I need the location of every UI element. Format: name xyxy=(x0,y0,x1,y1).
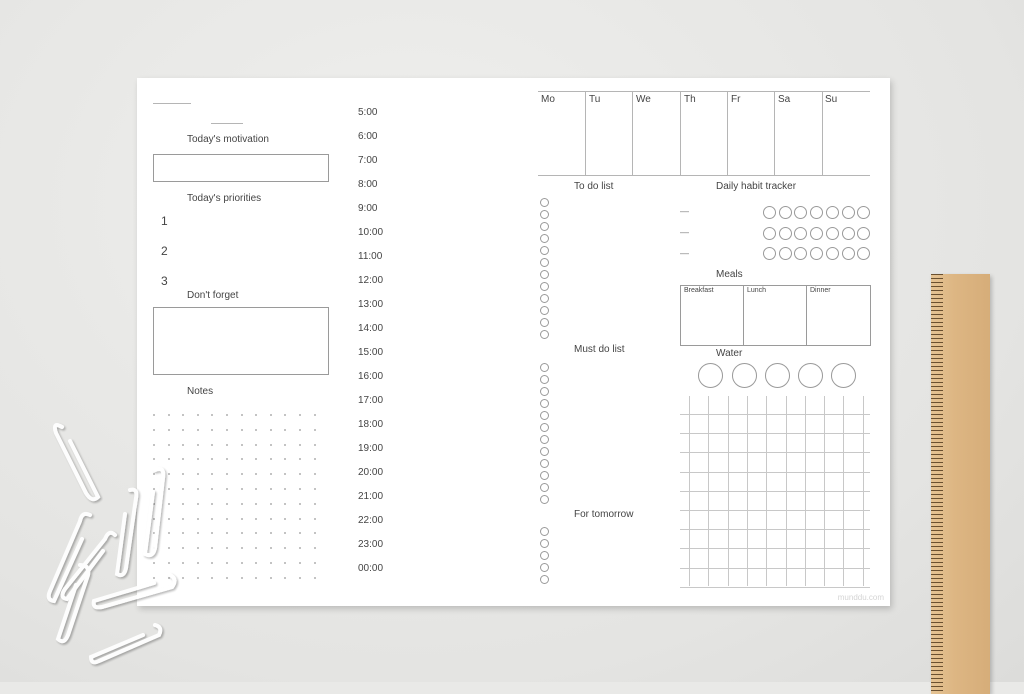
priorities-label: Today's priorities xyxy=(187,193,262,204)
motivation-label: Today's motivation xyxy=(187,134,269,145)
notes-dot xyxy=(284,577,286,579)
week-divider xyxy=(727,91,728,175)
time-slot: 12:00 xyxy=(358,275,384,286)
notes-dot xyxy=(241,444,243,446)
week-divider xyxy=(585,91,586,175)
time-slot: 10:00 xyxy=(358,227,384,238)
notes-dot xyxy=(270,518,272,520)
notes-dot xyxy=(211,429,213,431)
time-slot: 5:00 xyxy=(358,107,378,118)
notes-dot xyxy=(241,532,243,534)
notes-dot xyxy=(211,562,213,564)
grid-horizontal-line xyxy=(680,452,870,453)
habit-circle[interactable] xyxy=(779,227,792,240)
notes-dot xyxy=(299,532,301,534)
time-slot: 00:00 xyxy=(358,563,384,574)
notes-dot xyxy=(241,562,243,564)
notes-dot xyxy=(270,414,272,416)
checklist-circle[interactable] xyxy=(540,210,549,219)
habit-dash: — xyxy=(680,248,689,258)
checklist-circle[interactable] xyxy=(540,435,549,444)
notes-dot xyxy=(226,547,228,549)
checklist-circle[interactable] xyxy=(540,411,549,420)
notes-dot xyxy=(299,518,301,520)
notes-dot xyxy=(241,503,243,505)
notes-dot xyxy=(226,458,228,460)
habit-circle[interactable] xyxy=(857,206,870,219)
notes-dot xyxy=(197,562,199,564)
notes-dot xyxy=(299,547,301,549)
notes-dot xyxy=(314,473,316,475)
water-glass-circle[interactable] xyxy=(732,363,757,388)
notes-dot xyxy=(314,503,316,505)
time-slot: 9:00 xyxy=(358,203,378,214)
notes-dot xyxy=(314,562,316,564)
grid-horizontal-line xyxy=(680,414,870,415)
grid-horizontal-line xyxy=(680,491,870,492)
notes-dot xyxy=(270,458,272,460)
checklist-circle[interactable] xyxy=(540,471,549,480)
time-slot: 14:00 xyxy=(358,323,384,334)
notes-dot xyxy=(270,547,272,549)
meals-divider xyxy=(806,285,807,345)
habit-circle[interactable] xyxy=(857,227,870,240)
water-label: Water xyxy=(716,348,743,359)
notes-dot xyxy=(241,414,243,416)
notes-dot xyxy=(241,547,243,549)
notes-dot xyxy=(270,473,272,475)
notes-dot xyxy=(197,488,199,490)
notes-dot xyxy=(284,429,286,431)
notes-dot xyxy=(211,458,213,460)
notes-dot xyxy=(211,547,213,549)
water-glass-circle[interactable] xyxy=(765,363,790,388)
notes-dot xyxy=(314,577,316,579)
todo-list-label: To do list xyxy=(574,181,614,192)
checklist-circle[interactable] xyxy=(540,282,549,291)
meal-lunch-label: Lunch xyxy=(747,287,767,294)
checklist-circle[interactable] xyxy=(540,539,549,548)
time-slot: 15:00 xyxy=(358,347,384,358)
notes-dot xyxy=(270,444,272,446)
notes-dot xyxy=(314,444,316,446)
watermark: munddu.com xyxy=(837,593,884,602)
notes-dot xyxy=(299,488,301,490)
habit-circle[interactable] xyxy=(810,247,823,260)
notes-dot xyxy=(211,488,213,490)
time-slot: 16:00 xyxy=(358,371,384,382)
notes-dot xyxy=(197,473,199,475)
meal-dinner-label: Dinner xyxy=(810,287,831,294)
notes-dot xyxy=(226,429,228,431)
notes-dot xyxy=(241,458,243,460)
checklist-circle[interactable] xyxy=(540,318,549,327)
notes-dot xyxy=(284,414,286,416)
notes-dot xyxy=(197,503,199,505)
water-glass-circle[interactable] xyxy=(831,363,856,388)
habit-circle[interactable] xyxy=(810,206,823,219)
notes-dot xyxy=(211,473,213,475)
notes-dot xyxy=(299,458,301,460)
notes-dot xyxy=(255,444,257,446)
notes-dot xyxy=(299,429,301,431)
notes-dot xyxy=(255,488,257,490)
notes-dot xyxy=(314,532,316,534)
water-glass-circle[interactable] xyxy=(798,363,823,388)
notes-dot xyxy=(197,547,199,549)
time-slot: 19:00 xyxy=(358,443,384,454)
habit-circle[interactable] xyxy=(842,206,855,219)
checklist-circle[interactable] xyxy=(540,330,549,339)
habit-circle[interactable] xyxy=(763,227,776,240)
notes-dot xyxy=(226,444,228,446)
checklist-circle[interactable] xyxy=(540,483,549,492)
habit-tracker-label: Daily habit tracker xyxy=(716,181,797,192)
time-slot: 20:00 xyxy=(358,467,384,478)
notes-dot xyxy=(314,518,316,520)
checklist-circle[interactable] xyxy=(540,495,549,504)
habit-circle[interactable] xyxy=(779,206,792,219)
checklist-circle[interactable] xyxy=(540,246,549,255)
wooden-ruler xyxy=(931,274,990,694)
grid-horizontal-line xyxy=(680,433,870,434)
notes-dot xyxy=(255,562,257,564)
week-day-label: Tu xyxy=(589,94,601,105)
time-slot: 21:00 xyxy=(358,491,384,502)
time-slot: 13:00 xyxy=(358,299,384,310)
dont-forget-box[interactable] xyxy=(153,307,329,375)
notes-dot xyxy=(241,429,243,431)
planner-sheet xyxy=(137,78,890,606)
notes-dot xyxy=(197,429,199,431)
notes-dot xyxy=(211,414,213,416)
notes-dot xyxy=(270,577,272,579)
week-top-line xyxy=(538,91,870,92)
notes-dot xyxy=(226,532,228,534)
notes-dot xyxy=(197,414,199,416)
notes-dot xyxy=(299,577,301,579)
habit-circle[interactable] xyxy=(857,247,870,260)
notes-dot xyxy=(197,532,199,534)
priority-number-2: 2 xyxy=(161,244,168,258)
week-day-label: Su xyxy=(825,94,838,105)
notes-dot xyxy=(255,532,257,534)
time-slot: 17:00 xyxy=(358,395,384,406)
checklist-circle[interactable] xyxy=(540,270,549,279)
notes-dot xyxy=(255,518,257,520)
notes-dot xyxy=(241,577,243,579)
name-line xyxy=(153,103,191,104)
checklist-circle[interactable] xyxy=(540,423,549,432)
habit-dash: — xyxy=(680,206,689,216)
must-do-list-label: Must do list xyxy=(574,344,625,355)
habit-dash: — xyxy=(680,227,689,237)
checklist-circle[interactable] xyxy=(540,375,549,384)
notes-dot xyxy=(284,488,286,490)
habit-circle[interactable] xyxy=(826,247,839,260)
notes-dot xyxy=(211,503,213,505)
notes-dot xyxy=(255,577,257,579)
paper-clips-pile xyxy=(20,415,190,675)
checklist-circle[interactable] xyxy=(540,198,549,207)
grid-horizontal-line xyxy=(680,529,870,530)
notes-dot xyxy=(270,503,272,505)
checklist-circle[interactable] xyxy=(540,459,549,468)
priority-number-3: 3 xyxy=(161,274,168,288)
habit-circle[interactable] xyxy=(826,206,839,219)
notes-dot xyxy=(314,414,316,416)
notes-dot xyxy=(299,562,301,564)
checklist-circle[interactable] xyxy=(540,551,549,560)
notes-dot xyxy=(270,562,272,564)
time-slot: 22:00 xyxy=(358,515,384,526)
habit-circle[interactable] xyxy=(763,247,776,260)
grid-horizontal-line xyxy=(680,548,870,549)
notes-dot xyxy=(197,458,199,460)
grid-horizontal-line xyxy=(680,472,870,473)
grid-horizontal-line xyxy=(680,568,870,569)
notes-dot xyxy=(241,473,243,475)
meal-breakfast-label: Breakfast xyxy=(684,287,714,294)
habit-circle[interactable] xyxy=(842,247,855,260)
week-day-label: Th xyxy=(684,94,696,105)
grid-horizontal-line xyxy=(680,510,870,511)
notes-dot xyxy=(226,518,228,520)
time-slot: 7:00 xyxy=(358,155,378,166)
notes-dot xyxy=(197,518,199,520)
time-slot: 6:00 xyxy=(358,131,378,142)
time-slot: 8:00 xyxy=(358,179,378,190)
checklist-circle[interactable] xyxy=(540,234,549,243)
notes-dot xyxy=(284,444,286,446)
checklist-circle[interactable] xyxy=(540,258,549,267)
notes-dot xyxy=(270,488,272,490)
habit-circle[interactable] xyxy=(794,227,807,240)
time-slot: 18:00 xyxy=(358,419,384,430)
notes-dot xyxy=(226,577,228,579)
notes-dot xyxy=(255,458,257,460)
habit-circle[interactable] xyxy=(842,227,855,240)
habit-circle[interactable] xyxy=(779,247,792,260)
checklist-circle[interactable] xyxy=(540,294,549,303)
meals-divider xyxy=(743,285,744,345)
checklist-circle[interactable] xyxy=(540,387,549,396)
motivation-box[interactable] xyxy=(153,154,329,182)
notes-label: Notes xyxy=(187,386,214,397)
dont-forget-label: Don't forget xyxy=(187,290,239,301)
notes-dot xyxy=(226,562,228,564)
habit-circle[interactable] xyxy=(826,227,839,240)
notes-dot xyxy=(314,488,316,490)
notes-dot xyxy=(226,473,228,475)
notes-dot xyxy=(197,577,199,579)
checklist-circle[interactable] xyxy=(540,527,549,536)
habit-circle[interactable] xyxy=(763,206,776,219)
notes-dot xyxy=(226,503,228,505)
notes-dot xyxy=(284,547,286,549)
notes-dot xyxy=(226,488,228,490)
date-line xyxy=(211,123,243,124)
checklist-circle[interactable] xyxy=(540,399,549,408)
notes-dot xyxy=(314,458,316,460)
notes-dot xyxy=(211,444,213,446)
week-bottom-line xyxy=(538,175,870,176)
notes-dot xyxy=(299,414,301,416)
week-day-label: Fr xyxy=(731,94,741,105)
meals-label: Meals xyxy=(716,269,743,280)
notes-dot xyxy=(270,429,272,431)
meals-table[interactable] xyxy=(680,285,871,346)
notes-dot xyxy=(241,488,243,490)
notes-dot xyxy=(255,473,257,475)
week-day-label: Sa xyxy=(778,94,791,105)
notes-dot xyxy=(211,518,213,520)
notes-dot xyxy=(241,518,243,520)
notes-dot xyxy=(299,503,301,505)
notes-dot xyxy=(284,518,286,520)
notes-dot xyxy=(211,577,213,579)
notes-dot xyxy=(284,562,286,564)
notes-dot xyxy=(284,532,286,534)
notes-dot xyxy=(314,429,316,431)
checklist-circle[interactable] xyxy=(540,306,549,315)
checklist-circle[interactable] xyxy=(540,575,549,584)
grid-horizontal-line xyxy=(680,587,870,588)
checklist-circle[interactable] xyxy=(540,363,549,372)
week-divider xyxy=(822,91,823,175)
checklist-circle[interactable] xyxy=(540,222,549,231)
notes-dot xyxy=(299,444,301,446)
checklist-circle[interactable] xyxy=(540,563,549,572)
habit-circle[interactable] xyxy=(810,227,823,240)
time-slot: 11:00 xyxy=(358,251,383,262)
notes-dot xyxy=(270,532,272,534)
notes-dot xyxy=(284,503,286,505)
priority-number-1: 1 xyxy=(161,214,168,228)
checklist-circle[interactable] xyxy=(540,447,549,456)
notes-dot xyxy=(255,547,257,549)
habit-circle[interactable] xyxy=(794,247,807,260)
notes-dot xyxy=(255,429,257,431)
notes-dot xyxy=(284,458,286,460)
time-slot: 23:00 xyxy=(358,539,384,550)
ruler-ticks xyxy=(931,274,951,694)
week-day-label: We xyxy=(636,94,651,105)
notes-dot xyxy=(255,414,257,416)
notes-dot xyxy=(314,547,316,549)
for-tomorrow-label: For tomorrow xyxy=(574,509,634,520)
notes-dot xyxy=(255,503,257,505)
notes-dot xyxy=(299,473,301,475)
week-divider xyxy=(632,91,633,175)
notes-dot xyxy=(197,444,199,446)
habit-circle[interactable] xyxy=(794,206,807,219)
week-divider xyxy=(680,91,681,175)
water-glass-circle[interactable] xyxy=(698,363,723,388)
week-divider xyxy=(774,91,775,175)
notes-dot xyxy=(211,532,213,534)
week-day-label: Mo xyxy=(541,94,555,105)
notes-dot xyxy=(284,473,286,475)
notes-dot xyxy=(226,414,228,416)
